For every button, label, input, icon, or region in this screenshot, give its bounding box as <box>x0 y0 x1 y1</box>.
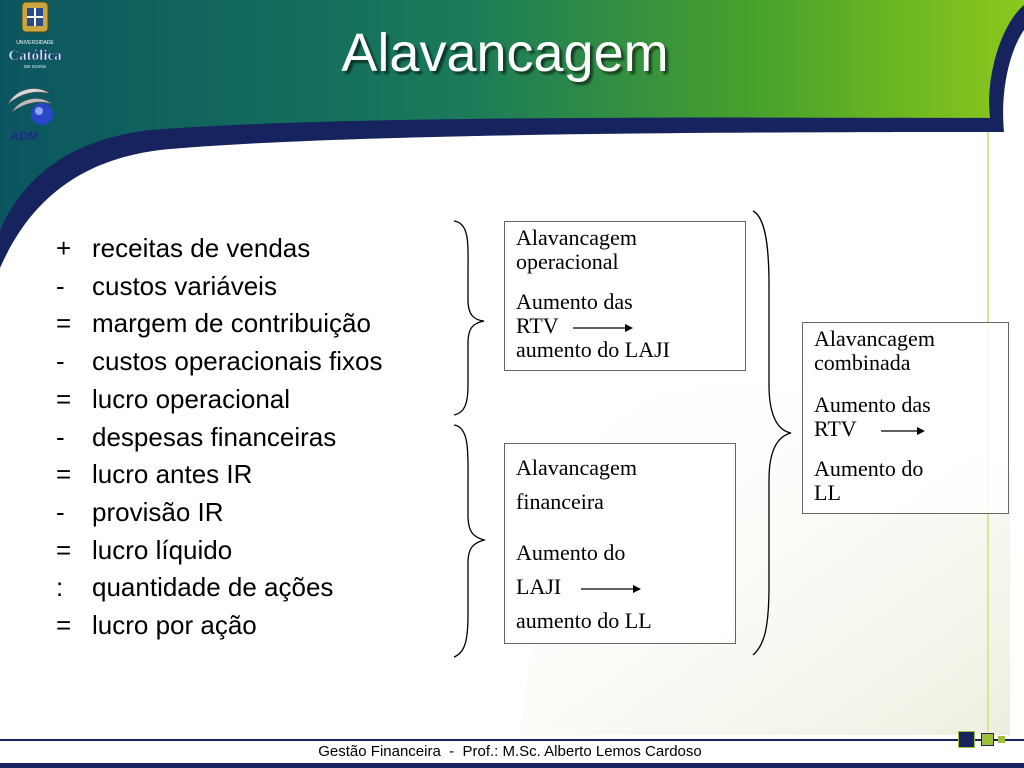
list-item <box>56 343 382 381</box>
box-line: Aumento do <box>516 540 626 565</box>
brace-combinada-wrap <box>745 205 805 665</box>
adm-text: ADM <box>10 129 38 143</box>
adm-logo <box>2 82 60 144</box>
step-symbol: - <box>56 346 65 377</box>
operating-leverage-box <box>504 221 746 371</box>
box-line: RTV <box>516 313 559 338</box>
step-symbol: + <box>56 233 72 263</box>
box-line: Aumento das <box>516 289 633 314</box>
box-line: aumento do LL <box>516 608 652 633</box>
brace-combinada <box>753 211 791 655</box>
step-symbol: = <box>56 610 72 641</box>
list-item <box>56 569 382 607</box>
list-item <box>56 381 382 419</box>
list-item <box>56 456 382 494</box>
step-text: provisão IR <box>92 496 224 527</box>
box-title: Alavancagem combinada <box>814 326 935 375</box>
footer-text: Gestão Financeira - Prof.: M.Sc. Alberto Lemos Cardoso <box>318 743 702 760</box>
step-symbol: = <box>56 383 72 414</box>
box-line: RTV <box>814 416 857 441</box>
step-symbol: - <box>56 421 65 452</box>
step-text: custos variáveis <box>92 270 277 301</box>
university-logo <box>0 0 72 72</box>
university-top-text: UNIVERSIDADE <box>16 40 54 46</box>
list-item <box>56 419 382 457</box>
box-line: aumento do LAJI <box>516 337 670 362</box>
arrow-right-icon <box>581 583 641 595</box>
footer-divider <box>0 739 1024 741</box>
box-line: LAJI <box>516 574 562 599</box>
list-item <box>56 494 382 532</box>
financial-leverage-box <box>504 443 736 644</box>
step-symbol: : <box>56 572 64 603</box>
box-line: LL <box>814 480 841 505</box>
step-symbol: = <box>56 308 72 339</box>
step-symbol: - <box>56 270 65 301</box>
box-line: Aumento do <box>814 456 924 481</box>
income-statement-list <box>56 230 382 645</box>
step-text: lucro antes IR <box>92 459 253 490</box>
step-text: lucro por ação <box>92 610 257 641</box>
arrow-right-icon <box>573 322 633 334</box>
box-title: Alavancagem <box>516 455 637 480</box>
slide-title: Alavancagem <box>341 23 669 83</box>
list-item <box>56 230 382 268</box>
box-title: Alavancagem operacional <box>516 225 637 274</box>
university-name-text: Católica <box>8 48 62 64</box>
decor-square <box>981 733 994 746</box>
combined-leverage-box <box>802 322 1009 514</box>
step-symbol: = <box>56 534 72 565</box>
box-line: Aumento das <box>814 392 931 417</box>
step-text: lucro operacional <box>92 383 291 414</box>
list-item <box>56 305 382 343</box>
list-item <box>56 268 382 306</box>
list-item <box>56 532 382 570</box>
box-title: financeira <box>516 489 604 514</box>
step-text: lucro líquido <box>92 534 233 565</box>
decor-square <box>998 736 1005 743</box>
university-bottom-text: DE GOIÁS <box>24 64 46 69</box>
arrow-right-icon <box>881 425 925 437</box>
step-text: quantidade de ações <box>92 572 334 603</box>
brace-financeira <box>454 425 484 657</box>
footer-bar <box>0 763 1024 768</box>
step-text: receitas de vendas <box>92 233 311 263</box>
decor-square <box>958 731 975 748</box>
step-symbol: = <box>56 459 72 490</box>
braces <box>440 215 500 665</box>
list-item <box>56 607 382 645</box>
step-symbol: - <box>56 496 65 527</box>
step-text: margem de contribuição <box>92 308 371 339</box>
brace-operacional <box>454 221 484 415</box>
step-text: despesas financeiras <box>92 421 337 452</box>
step-text: custos operacionais fixos <box>92 346 383 377</box>
